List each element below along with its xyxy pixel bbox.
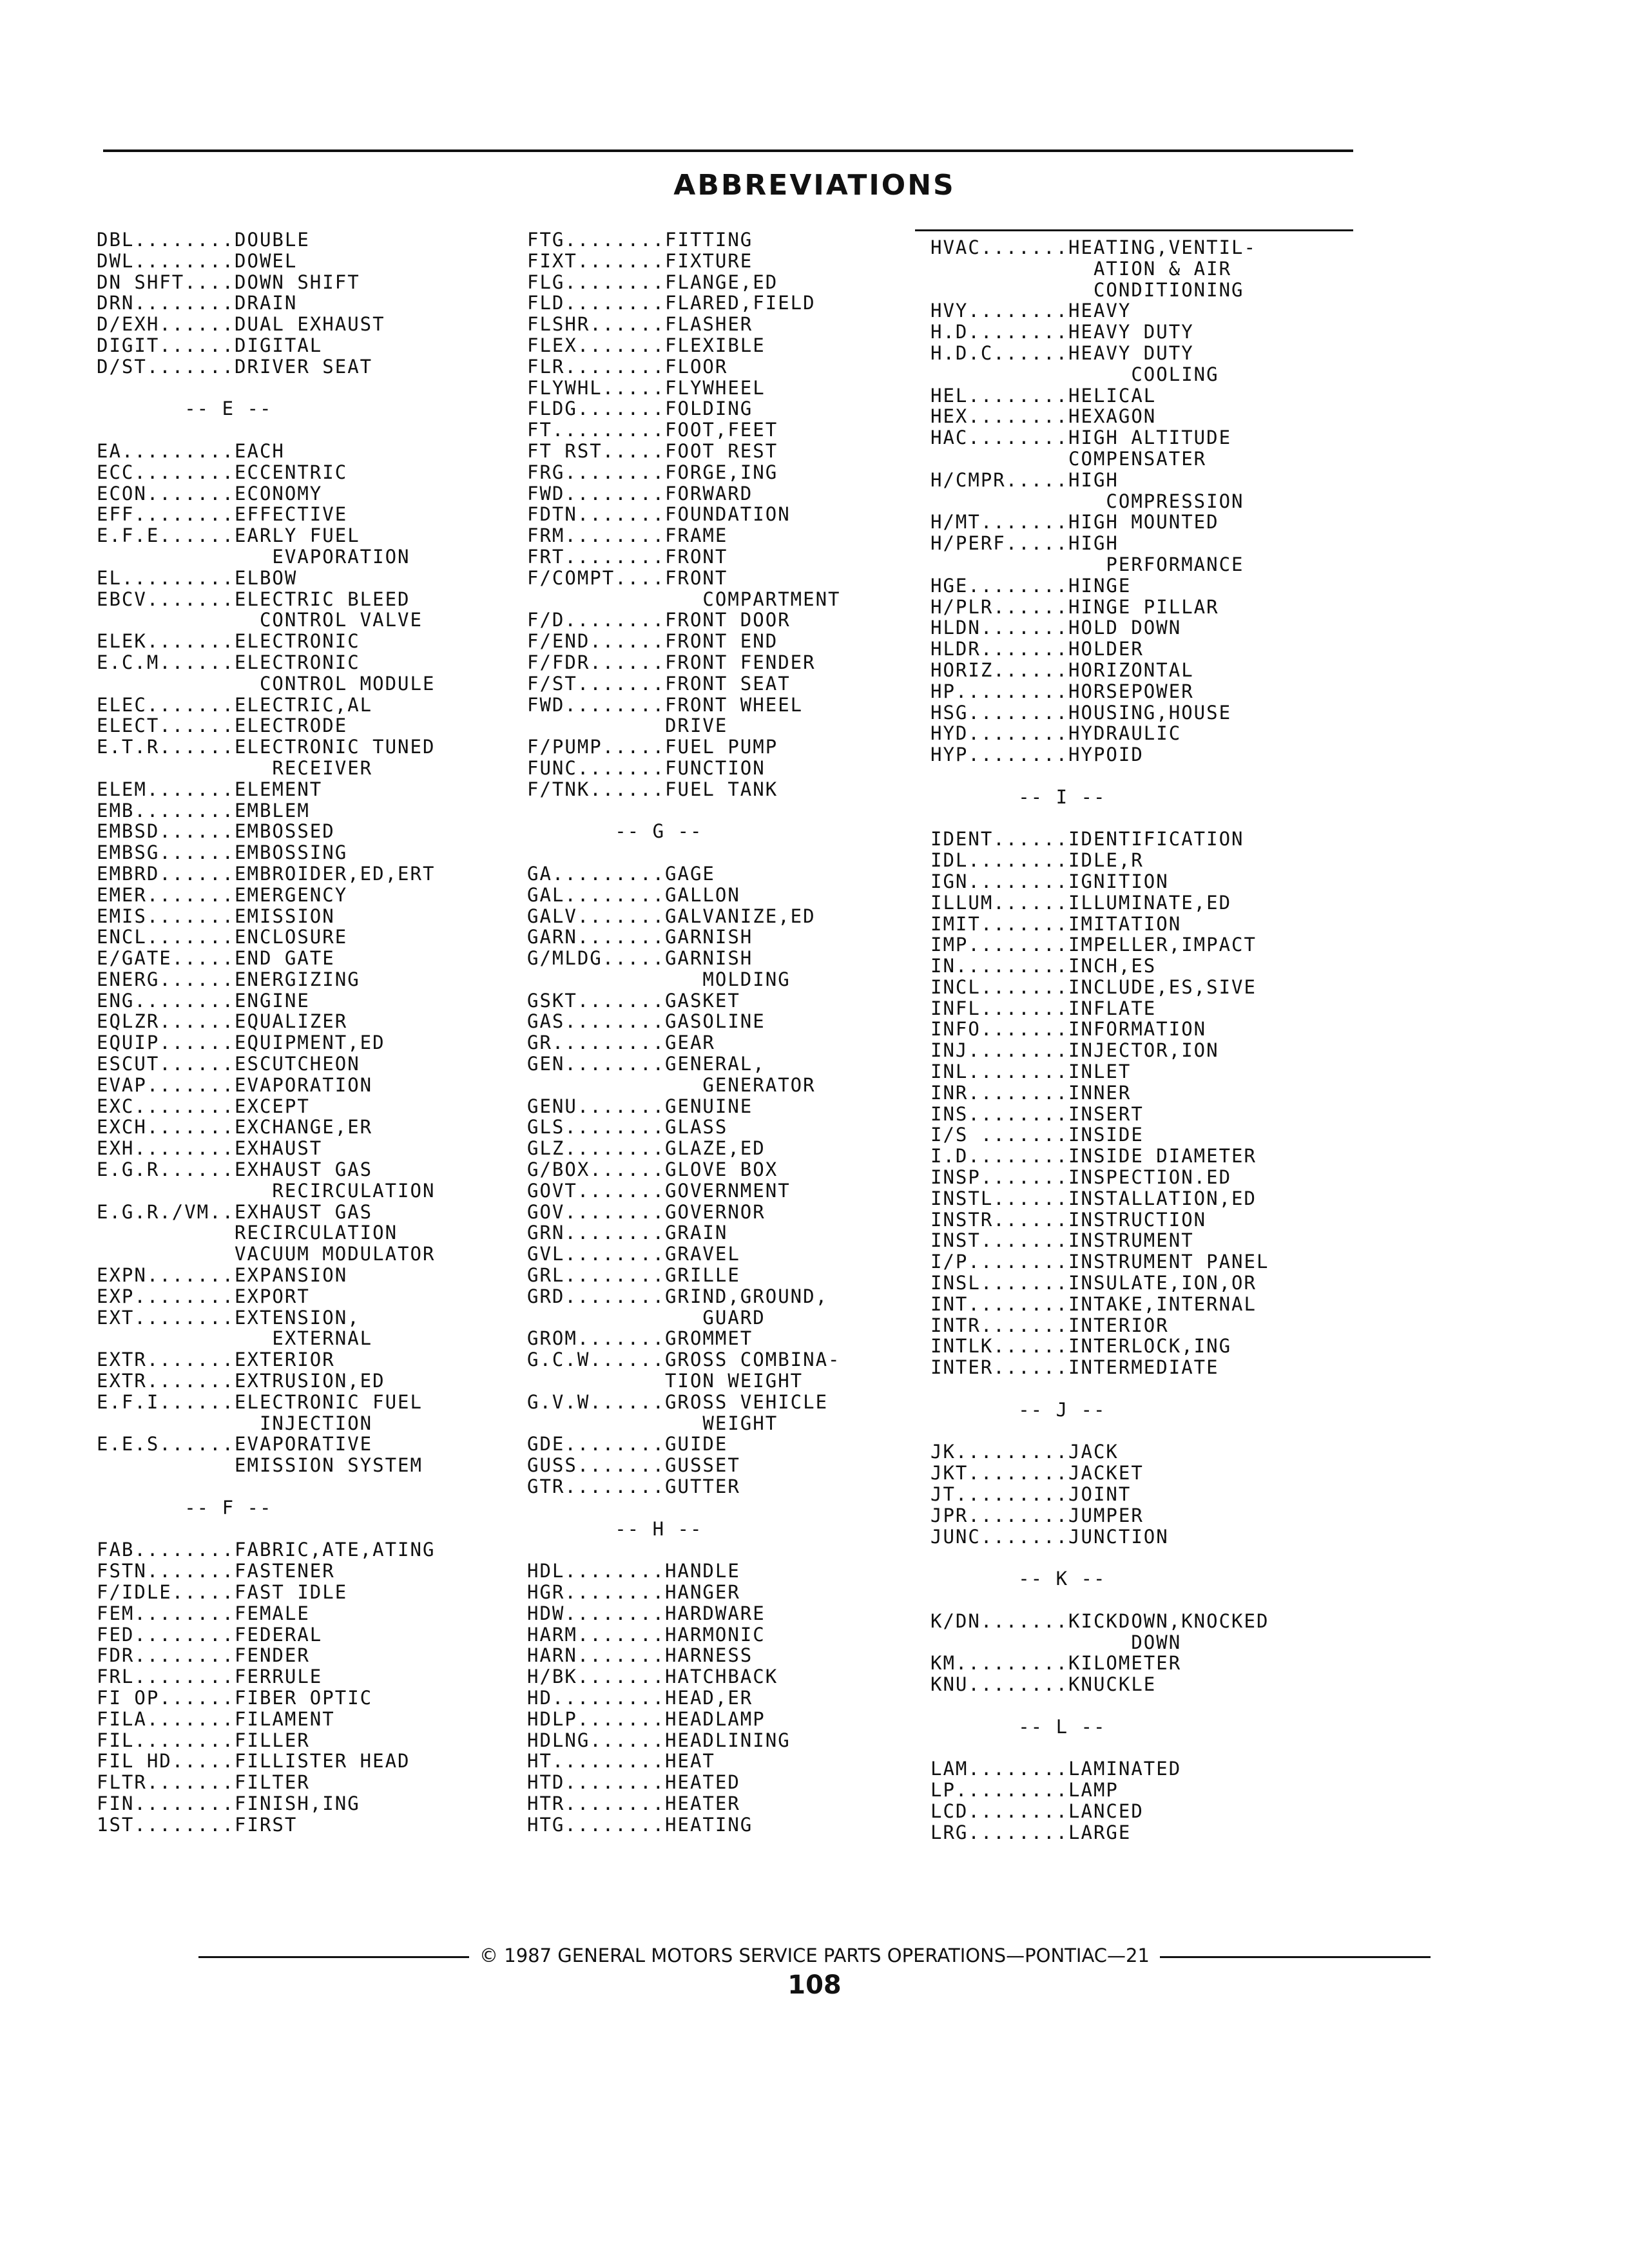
abbreviation-entry: FED........FEDERAL (97, 1623, 323, 1646)
abbreviation-entry: HDLNG......HEADLINING (527, 1729, 791, 1751)
abbreviation-entry: E.F.I......ELECTRONIC FUEL (97, 1390, 423, 1413)
spacer-line (97, 1519, 435, 1540)
abbreviation-entry: EXP........EXPORT (97, 1285, 310, 1307)
abbreviation-entry: FLTR.......FILTER (97, 1771, 310, 1794)
abbreviation-entry: HVY........HEAVY (930, 300, 1132, 322)
abbreviation-entry: IN.........INCH,ES (930, 955, 1157, 977)
abbreviation-entry: FILA.......FILAMENT (97, 1707, 335, 1730)
abbreviation-entry: ENG........ENGINE (97, 989, 310, 1012)
abbreviation-entry: EXC........EXCEPT (97, 1095, 310, 1117)
abbreviation-entry: HTG........HEATING (527, 1813, 753, 1836)
abbreviation-entry: FT RST.....FOOT REST (527, 439, 778, 462)
section-header: -- J -- (930, 1398, 1106, 1421)
abbreviation-entry: I/P........INSTRUMENT PANEL (930, 1251, 1269, 1273)
abbreviation-entry: VACUUM MODULATOR (97, 1243, 436, 1265)
abbreviation-entry: GRD........GRIND,GROUND, (527, 1285, 829, 1307)
abbreviation-entry: H/CMPR.....HIGH (930, 468, 1119, 491)
abbreviation-entry: HEX........HEXAGON (930, 405, 1157, 428)
abbreviation-entry: GTR........GUTTER (527, 1475, 740, 1498)
abbreviation-entry: ESCUT......ESCUTCHEON (97, 1053, 360, 1075)
abbreviation-entry: INTER......INTERMEDIATE (930, 1356, 1219, 1379)
abbreviation-entry: E.E.S......EVAPORATIVE (97, 1433, 373, 1456)
section-header: -- E -- (97, 398, 273, 420)
abbreviation-entry: GRL........GRILLE (527, 1264, 740, 1287)
abbreviation-entry: EMB........EMBLEM (97, 799, 310, 822)
abbreviation-entry: HP.........HORSEPOWER (930, 680, 1194, 702)
title-rule (915, 229, 1353, 231)
abbreviation-entry: FLSHR......FLASHER (527, 313, 753, 336)
abbreviation-entry: INSTL......INSTALLATION,ED (930, 1187, 1257, 1209)
abbreviation-entry: FIN........FINISH,ING (97, 1792, 360, 1814)
abbreviation-entry: ECON.......ECONOMY (97, 482, 323, 505)
abbreviation-entry: EMISSION SYSTEM (97, 1454, 423, 1477)
abbreviation-entry: EVAPORATION (97, 545, 410, 568)
abbreviation-entry: E.C.M......ELECTRONIC (97, 651, 360, 673)
abbreviation-entry: GAL........GALLON (527, 883, 740, 906)
spacer-line (930, 765, 1269, 787)
abbreviation-entry: ECC........ECCENTRIC (97, 461, 348, 483)
spacer-line (527, 1539, 841, 1561)
abbreviation-entry: CONDITIONING (930, 278, 1244, 301)
abbreviation-entry: LCD........LANCED (930, 1800, 1144, 1822)
abbreviation-entry: H/MT.......HIGH MOUNTED (930, 511, 1219, 533)
footer-rule-left (198, 1956, 469, 1958)
abbreviation-entry: EMBRD......EMBROIDER,ED,ERT (97, 862, 436, 885)
abbreviation-entry: E.G.R./VM..EXHAUST GAS (97, 1200, 373, 1223)
abbreviation-column-1 (97, 229, 435, 1836)
abbreviation-entry: EMIS.......EMISSION (97, 905, 335, 927)
abbreviation-entry: INR........INNER (930, 1081, 1132, 1104)
abbreviation-entry: HARM.......HARMONIC (527, 1623, 766, 1646)
abbreviation-entry: EXTERNAL (97, 1327, 373, 1350)
abbreviation-entry: H/PERF.....HIGH (930, 532, 1119, 555)
abbreviation-entry: GROM.......GROMMET (527, 1327, 753, 1350)
abbreviation-entry: ELEC.......ELECTRIC,AL (97, 693, 373, 716)
abbreviation-entry: IMP........IMPELLER,IMPACT (930, 934, 1257, 956)
abbreviation-entry: HDLP.......HEADLAMP (527, 1707, 766, 1730)
abbreviation-entry: INT........INTAKE,INTERNAL (930, 1293, 1257, 1315)
abbreviation-entry: EXPN.......EXPANSION (97, 1264, 348, 1287)
abbreviation-entry: FLEX.......FLEXIBLE (527, 334, 766, 356)
abbreviation-entry: EXT........EXTENSION, (97, 1306, 360, 1329)
spacer-line (97, 1476, 435, 1497)
abbreviation-entry: H.D.C......HEAVY DUTY (930, 341, 1194, 364)
abbreviation-entry: FT.........FOOT,FEET (527, 419, 778, 441)
abbreviation-entry: GEN........GENERAL, (527, 1053, 766, 1075)
abbreviation-entry: EQLZR......EQUALIZER (97, 1010, 348, 1033)
abbreviation-entry: ENCL.......ENCLOSURE (97, 926, 348, 948)
abbreviation-entry: HDL........HANDLE (527, 1560, 740, 1582)
abbreviation-entry: IGN........IGNITION (930, 870, 1169, 892)
section-header: -- F -- (97, 1496, 273, 1519)
page-number: 108 (787, 1970, 842, 2000)
abbreviation-entry: INTR.......INTERIOR (930, 1314, 1169, 1336)
abbreviation-entry: RECIRCULATION (97, 1179, 436, 1202)
abbreviation-entry: GAS........GASOLINE (527, 1010, 766, 1033)
abbreviation-entry: LRG........LARGE (930, 1821, 1132, 1843)
abbreviation-entry: FLG........FLANGE,ED (527, 271, 778, 293)
abbreviation-column-3 (930, 237, 1269, 1843)
abbreviation-entry: E/GATE.....END GATE (97, 947, 335, 970)
abbreviation-entry: IDENT......IDENTIFICATION (930, 828, 1244, 850)
section-header: -- G -- (527, 820, 703, 843)
abbreviation-entry: GARN.......GARNISH (527, 926, 753, 948)
abbreviation-entry: HAC........HIGH ALTITUDE (930, 427, 1232, 449)
abbreviation-entry: F/PUMP.....FUEL PUMP (527, 736, 778, 758)
spacer-line (930, 1695, 1269, 1716)
abbreviation-entry: WEIGHT (527, 1412, 778, 1434)
abbreviation-entry: KM.........KILOMETER (930, 1652, 1182, 1675)
abbreviation-entry: E.T.R......ELECTRONIC TUNED (97, 736, 436, 758)
abbreviation-entry: GOV........GOVERNOR (527, 1200, 766, 1223)
abbreviation-entry: GA.........GAGE (527, 862, 715, 885)
footer-text: © 1987 GENERAL MOTORS SERVICE PARTS OPERATIONS—PONTIAC—21 (479, 1945, 1150, 1966)
abbreviation-entry: RECIRCULATION (97, 1222, 398, 1244)
abbreviation-entry: ILLUM......ILLUMINATE,ED (930, 891, 1232, 914)
abbreviation-entry: JT.........JOINT (930, 1483, 1132, 1506)
footer-rule-right (1160, 1956, 1431, 1958)
abbreviation-entry: JPR........JUMPER (930, 1504, 1144, 1526)
abbreviation-entry: FLYWHL.....FLYWHEEL (527, 376, 766, 399)
abbreviation-entry: EMBSG......EMBOSSING (97, 841, 348, 864)
abbreviation-entry: JUNC.......JUNCTION (930, 1525, 1169, 1548)
abbreviation-entry: F/IDLE.....FAST IDLE (97, 1581, 348, 1603)
spacer-line (930, 1590, 1269, 1611)
abbreviation-entry: EXH........EXHAUST (97, 1137, 323, 1160)
abbreviation-entry: COMPRESSION (930, 490, 1244, 512)
abbreviation-entry: CONTROL VALVE (97, 609, 423, 631)
abbreviation-entry: HD.........HEAD,ER (527, 1686, 753, 1709)
abbreviation-entry: HARN.......HARNESS (527, 1644, 753, 1667)
spacer-line (97, 378, 435, 399)
abbreviation-entry: H/PLR......HINGE PILLAR (930, 595, 1219, 618)
abbreviation-entry: G.C.W......GROSS COMBINA- (527, 1349, 841, 1371)
abbreviation-entry: HORIZ......HORIZONTAL (930, 658, 1194, 681)
abbreviation-entry: GR.........GEAR (527, 1032, 715, 1054)
abbreviation-entry: HDW........HARDWARE (527, 1602, 766, 1624)
abbreviation-entry: GLZ........GLAZE,ED (527, 1137, 766, 1160)
abbreviation-entry: I.D........INSIDE DIAMETER (930, 1145, 1257, 1168)
abbreviation-entry: INTLK......INTERLOCK,ING (930, 1335, 1232, 1358)
abbreviation-entry: COOLING (930, 363, 1219, 385)
abbreviation-entry: RECEIVER (97, 756, 373, 779)
abbreviation-entry: HLDR.......HOLDER (930, 638, 1144, 660)
abbreviation-entry: GUARD (527, 1306, 766, 1329)
abbreviation-entry: INS........INSERT (930, 1102, 1144, 1125)
abbreviation-entry: FI OP......FIBER OPTIC (97, 1686, 373, 1709)
abbreviation-entry: EBCV.......ELECTRIC BLEED (97, 588, 410, 610)
footer (0, 1945, 1629, 1966)
abbreviation-entry: EVAP.......EVAPORATION (97, 1073, 373, 1096)
abbreviation-entry: FDR........FENDER (97, 1644, 310, 1667)
abbreviation-entry: GENERATOR (527, 1073, 816, 1096)
abbreviation-entry: IMIT.......IMITATION (930, 912, 1182, 935)
abbreviation-entry: GALV.......GALVANIZE,ED (527, 905, 816, 927)
abbreviation-entry: F/FDR......FRONT FENDER (527, 651, 816, 673)
abbreviation-entry: FIXT.......FIXTURE (527, 249, 753, 272)
abbreviation-entry: JK.........JACK (930, 1441, 1119, 1463)
abbreviation-entry: FLDG.......FOLDING (527, 398, 753, 420)
abbreviation-entry: E.G.R......EXHAUST GAS (97, 1158, 373, 1181)
abbreviation-entry: INST.......INSTRUMENT (930, 1229, 1194, 1252)
abbreviation-entry: INSL.......INSULATE,ION,OR (930, 1272, 1257, 1294)
abbreviation-entry: ENERG......ENERGIZING (97, 968, 360, 990)
spacer-line (527, 1497, 841, 1519)
abbreviation-entry: TION WEIGHT (527, 1370, 804, 1392)
abbreviation-entry: D/ST.......DRIVER SEAT (97, 355, 373, 378)
section-header: -- H -- (527, 1517, 703, 1540)
abbreviation-entry: G/MLDG.....GARNISH (527, 947, 753, 970)
abbreviation-entry: HGE........HINGE (930, 574, 1132, 597)
abbreviation-entry: IDL........IDLE,R (930, 849, 1144, 872)
abbreviation-entry: EFF........EFFECTIVE (97, 503, 348, 526)
spacer-line (930, 1738, 1269, 1759)
page-title: ABBREVIATIONS (673, 169, 956, 202)
section-header: -- K -- (930, 1568, 1106, 1590)
abbreviation-entry: FAB........FABRIC,ATE,ATING (97, 1539, 436, 1561)
abbreviation-entry: HSG........HOUSING,HOUSE (930, 701, 1232, 724)
abbreviation-entry: EXTR.......EXTRUSION,ED (97, 1370, 385, 1392)
spacer-line (97, 419, 435, 441)
abbreviation-entry: COMPARTMENT (527, 588, 841, 610)
abbreviation-entry: HT.........HEAT (527, 1750, 715, 1773)
abbreviation-entry: FRL........FERRULE (97, 1666, 323, 1688)
spacer-line (930, 1421, 1269, 1442)
abbreviation-entry: MOLDING (527, 968, 791, 990)
abbreviation-entry: EA.........EACH (97, 439, 285, 462)
abbreviation-entry: HYP........HYPOID (930, 744, 1144, 766)
abbreviation-entry: G.V.W......GROSS VEHICLE (527, 1390, 829, 1413)
abbreviation-entry: FDTN.......FOUNDATION (527, 503, 791, 526)
abbreviation-entry: FEM........FEMALE (97, 1602, 310, 1624)
abbreviation-entry: INSP.......INSPECTION.ED (930, 1166, 1232, 1189)
spacer-line (930, 1547, 1269, 1568)
abbreviation-entry: INSTR......INSTRUCTION (930, 1208, 1207, 1231)
abbreviation-entry: GLS........GLASS (527, 1116, 728, 1139)
abbreviation-column-2 (527, 229, 841, 1836)
abbreviation-entry: ELEK.......ELECTRONIC (97, 630, 360, 653)
abbreviation-entry: CONTROL MODULE (97, 672, 436, 695)
abbreviation-entry: F/TNK......FUEL TANK (527, 778, 778, 800)
abbreviation-entry: DBL........DOUBLE (97, 229, 310, 251)
spacer-line (930, 808, 1269, 829)
abbreviation-entry: INJ........INJECTOR,ION (930, 1039, 1219, 1062)
abbreviation-entry: DIGIT......DIGITAL (97, 334, 323, 356)
abbreviation-entry: DRIVE (527, 715, 728, 737)
abbreviation-entry: FIL........FILLER (97, 1729, 310, 1751)
abbreviation-entry: FUNC.......FUNCTION (527, 756, 766, 779)
abbreviation-entry: FIL HD.....FILLISTER HEAD (97, 1750, 410, 1773)
abbreviation-entry: ELECT......ELECTRODE (97, 715, 348, 737)
abbreviation-entry: COMPENSATER (930, 447, 1207, 470)
abbreviation-entry: D/EXH......DUAL EXHAUST (97, 313, 385, 336)
abbreviation-entry: FLD........FLARED,FIELD (527, 292, 816, 314)
abbreviation-entry: I/S .......INSIDE (930, 1124, 1144, 1146)
abbreviation-entry: H.D........HEAVY DUTY (930, 321, 1194, 343)
abbreviation-entry: DWL........DOWEL (97, 249, 298, 272)
abbreviation-entry: FRT........FRONT (527, 545, 728, 568)
abbreviation-entry: FWD........FRONT WHEEL (527, 693, 804, 716)
abbreviation-entry: FRG........FORGE,ING (527, 461, 778, 483)
abbreviation-entry: INFO.......INFORMATION (930, 1018, 1207, 1041)
abbreviation-entry: HVAC.......HEATING,VENTIL- (930, 236, 1257, 258)
abbreviation-entry: GENU.......GENUINE (527, 1095, 753, 1117)
abbreviation-entry: GDE........GUIDE (527, 1433, 728, 1456)
abbreviation-entry: F/D........FRONT DOOR (527, 609, 791, 631)
abbreviation-entry: INFL.......INFLATE (930, 997, 1157, 1019)
abbreviation-entry: GSKT.......GASKET (527, 989, 740, 1012)
spacer-line (527, 842, 841, 863)
abbreviation-entry: HTR........HEATER (527, 1792, 740, 1814)
abbreviation-entry: EXCH.......EXCHANGE,ER (97, 1116, 373, 1139)
abbreviation-entry: HLDN.......HOLD DOWN (930, 617, 1182, 639)
abbreviation-entry: GRN........GRAIN (527, 1222, 728, 1244)
abbreviation-entry: GOVT.......GOVERNMENT (527, 1179, 791, 1202)
abbreviation-entry: INCL.......INCLUDE,ES,SIVE (930, 975, 1257, 998)
abbreviation-entry: KNU........KNUCKLE (930, 1673, 1157, 1696)
abbreviation-entry: F/COMPT....FRONT (527, 566, 728, 589)
abbreviation-entry: DN SHFT....DOWN SHIFT (97, 271, 360, 293)
abbreviation-entry: EQUIP......EQUIPMENT,ED (97, 1032, 385, 1054)
abbreviation-entry: ATION & AIR (930, 257, 1232, 280)
abbreviation-entry: FLR........FLOOR (527, 355, 728, 378)
top-rule (103, 149, 1353, 152)
section-header: -- L -- (930, 1715, 1106, 1738)
abbreviation-entry: HGR........HANGER (527, 1581, 740, 1603)
abbreviation-entry: F/END......FRONT END (527, 630, 778, 653)
abbreviation-entry: DOWN (930, 1631, 1182, 1653)
abbreviation-entry: EXTR.......EXTERIOR (97, 1349, 335, 1371)
abbreviation-entry: FWD........FORWARD (527, 482, 753, 505)
abbreviation-entry: GUSS.......GUSSET (527, 1454, 740, 1477)
abbreviation-entry: HYD........HYDRAULIC (930, 722, 1182, 745)
abbreviation-entry: 1ST........FIRST (97, 1813, 298, 1836)
abbreviation-entry: H/BK.......HATCHBACK (527, 1666, 778, 1688)
abbreviation-entry: FRM........FRAME (527, 524, 728, 547)
abbreviation-entry: G/BOX......GLOVE BOX (527, 1158, 778, 1181)
abbreviation-entry: E.F.E......EARLY FUEL (97, 524, 360, 547)
abbreviation-entry: HTD........HEATED (527, 1771, 740, 1794)
abbreviation-entry: EL.........ELBOW (97, 566, 298, 589)
abbreviation-entry: EMBSD......EMBOSSED (97, 820, 335, 843)
abbreviation-entry: JKT........JACKET (930, 1462, 1144, 1485)
spacer-line (930, 1378, 1269, 1399)
abbreviation-entry: F/ST.......FRONT SEAT (527, 672, 791, 695)
abbreviation-entry: INJECTION (97, 1412, 373, 1434)
abbreviation-entry: FSTN.......FASTENER (97, 1560, 335, 1582)
abbreviation-entry: GVL........GRAVEL (527, 1243, 740, 1265)
abbreviation-entry: K/DN.......KICKDOWN,KNOCKED (930, 1610, 1269, 1632)
abbreviation-entry: LP.........LAMP (930, 1779, 1119, 1802)
spacer-line (527, 800, 841, 822)
abbreviation-entry: DRN........DRAIN (97, 292, 298, 314)
abbreviation-entry: EMER.......EMERGENCY (97, 883, 348, 906)
abbreviation-entry: HEL........HELICAL (930, 384, 1157, 407)
abbreviation-entry: PERFORMANCE (930, 553, 1244, 575)
section-header: -- I -- (930, 785, 1106, 808)
abbreviation-entry: ELEM.......ELEMENT (97, 778, 323, 800)
abbreviation-entry: INL........INLET (930, 1061, 1132, 1083)
abbreviation-entry: LAM........LAMINATED (930, 1758, 1182, 1780)
abbreviation-entry: FTG........FITTING (527, 229, 753, 251)
